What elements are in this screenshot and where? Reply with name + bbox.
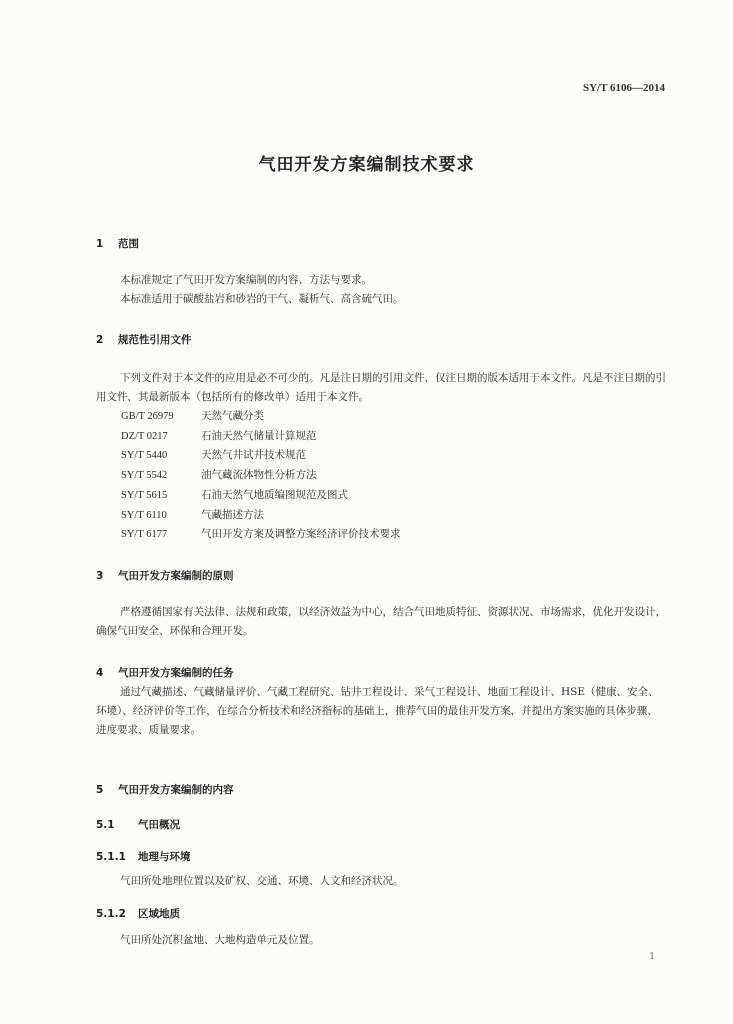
paragraph: 本标准规定了气田开发方案编制的内容、方法与要求。 — [120, 274, 372, 286]
subsection-5-1-heading — [96, 817, 180, 832]
reference-item — [121, 486, 641, 506]
reference-name: 石油天然气地质编图规范及图式 — [201, 488, 348, 501]
section-5-heading — [96, 782, 234, 797]
section-1-heading — [96, 236, 139, 251]
page-number: 1 — [649, 952, 655, 962]
paragraph: 气田所处沉积盆地、大地构造单元及位置。 — [120, 934, 320, 946]
section-1-body — [96, 271, 666, 309]
section-title: 地理与环境 — [138, 851, 191, 863]
section-title: 区域地质 — [138, 908, 180, 920]
reference-item — [121, 407, 641, 427]
reference-item — [121, 506, 641, 526]
reference-item — [121, 525, 641, 545]
reference-name: 天然气藏分类 — [201, 410, 264, 422]
section-3-body — [96, 603, 666, 641]
reference-name: 天然气井试井技术规范 — [201, 449, 306, 462]
section-title: 规范性引用文件 — [118, 334, 192, 346]
section-2-intro — [96, 369, 666, 407]
section-2-heading — [96, 332, 192, 347]
section-number: 2 — [96, 334, 104, 346]
paragraph: 通过气藏描述、气藏储量评价、气藏工程研究、钻井工程设计、采气工程设计、地面工程设计、HSE（健康、安全、环境）、经济评价等工作，在综合分析技术和经济指标的基础上，推荐气田的最佳开发方案，并提出方案实施的具体步骤、进度要求、质量要求。 — [96, 686, 659, 736]
section-number: 5.1.2 — [96, 908, 126, 920]
section-4-body — [96, 683, 666, 740]
section-number: 5.1 — [96, 819, 115, 831]
document-title: 气田开发方案编制技术要求 — [258, 155, 475, 175]
reference-item — [121, 446, 641, 466]
reference-code: SY/T 6177 — [121, 529, 168, 541]
section-title: 气田开发方案编制的原则 — [118, 570, 234, 582]
section-number: 5.1.1 — [96, 851, 126, 863]
reference-code: GB/T 26979 — [121, 411, 174, 422]
reference-item — [121, 427, 641, 447]
reference-list — [121, 407, 641, 545]
section-number: 1 — [96, 238, 104, 250]
subsection-5-1-1-heading — [96, 849, 191, 864]
section-title: 气田开发方案编制的任务 — [118, 667, 234, 679]
reference-name: 石油天然气储量计算规范 — [201, 429, 317, 442]
reference-code: SY/T 5440 — [121, 450, 168, 462]
section-title: 范围 — [118, 238, 139, 250]
section-title: 气田概况 — [138, 819, 180, 831]
reference-code: DZ/T 0217 — [121, 430, 168, 442]
paragraph: 本标准适用于碳酸盐岩和砂岩的干气、凝析气、高含硫气田。 — [120, 293, 404, 305]
reference-code: SY/T 5615 — [121, 489, 168, 501]
section-3-heading — [96, 568, 234, 583]
reference-item — [121, 466, 641, 486]
subsection-5-1-1-body — [96, 872, 666, 891]
paragraph: 气田所处地理位置以及矿权、交通、环境、人文和经济状况。 — [120, 875, 404, 887]
standard-number: SY/T 6106—2014 — [582, 82, 665, 94]
section-number: 3 — [96, 570, 104, 582]
reference-name: 气田开发方案及调整方案经济评价技术要求 — [201, 528, 401, 541]
paragraph: 严格遵循国家有关法律、法规和政策，以经济效益为中心，结合气田地质特征、资源状况、市场需求，优化开发设计，确保气田安全、环保和合理开发。 — [96, 606, 666, 637]
section-number: 4 — [96, 667, 104, 679]
section-number: 5 — [96, 784, 104, 796]
subsection-5-1-2-body — [96, 931, 666, 950]
section-4-heading — [96, 665, 234, 680]
paragraph: 下列文件对于本文件的应用是必不可少的。凡是注日期的引用文件，仅注日期的版本适用于本文件。凡是不注日期的引用文件，其最新版本（包括所有的修改单）适用于本文件。 — [96, 372, 666, 403]
reference-name: 气藏描述方法 — [201, 508, 264, 521]
section-title: 气田开发方案编制的内容 — [118, 784, 234, 796]
subsection-5-1-2-heading — [96, 906, 180, 921]
reference-name: 油气藏流体物性分析方法 — [201, 469, 317, 482]
reference-code: SY/T 6110 — [121, 509, 167, 521]
reference-code: SY/T 5542 — [121, 470, 168, 482]
